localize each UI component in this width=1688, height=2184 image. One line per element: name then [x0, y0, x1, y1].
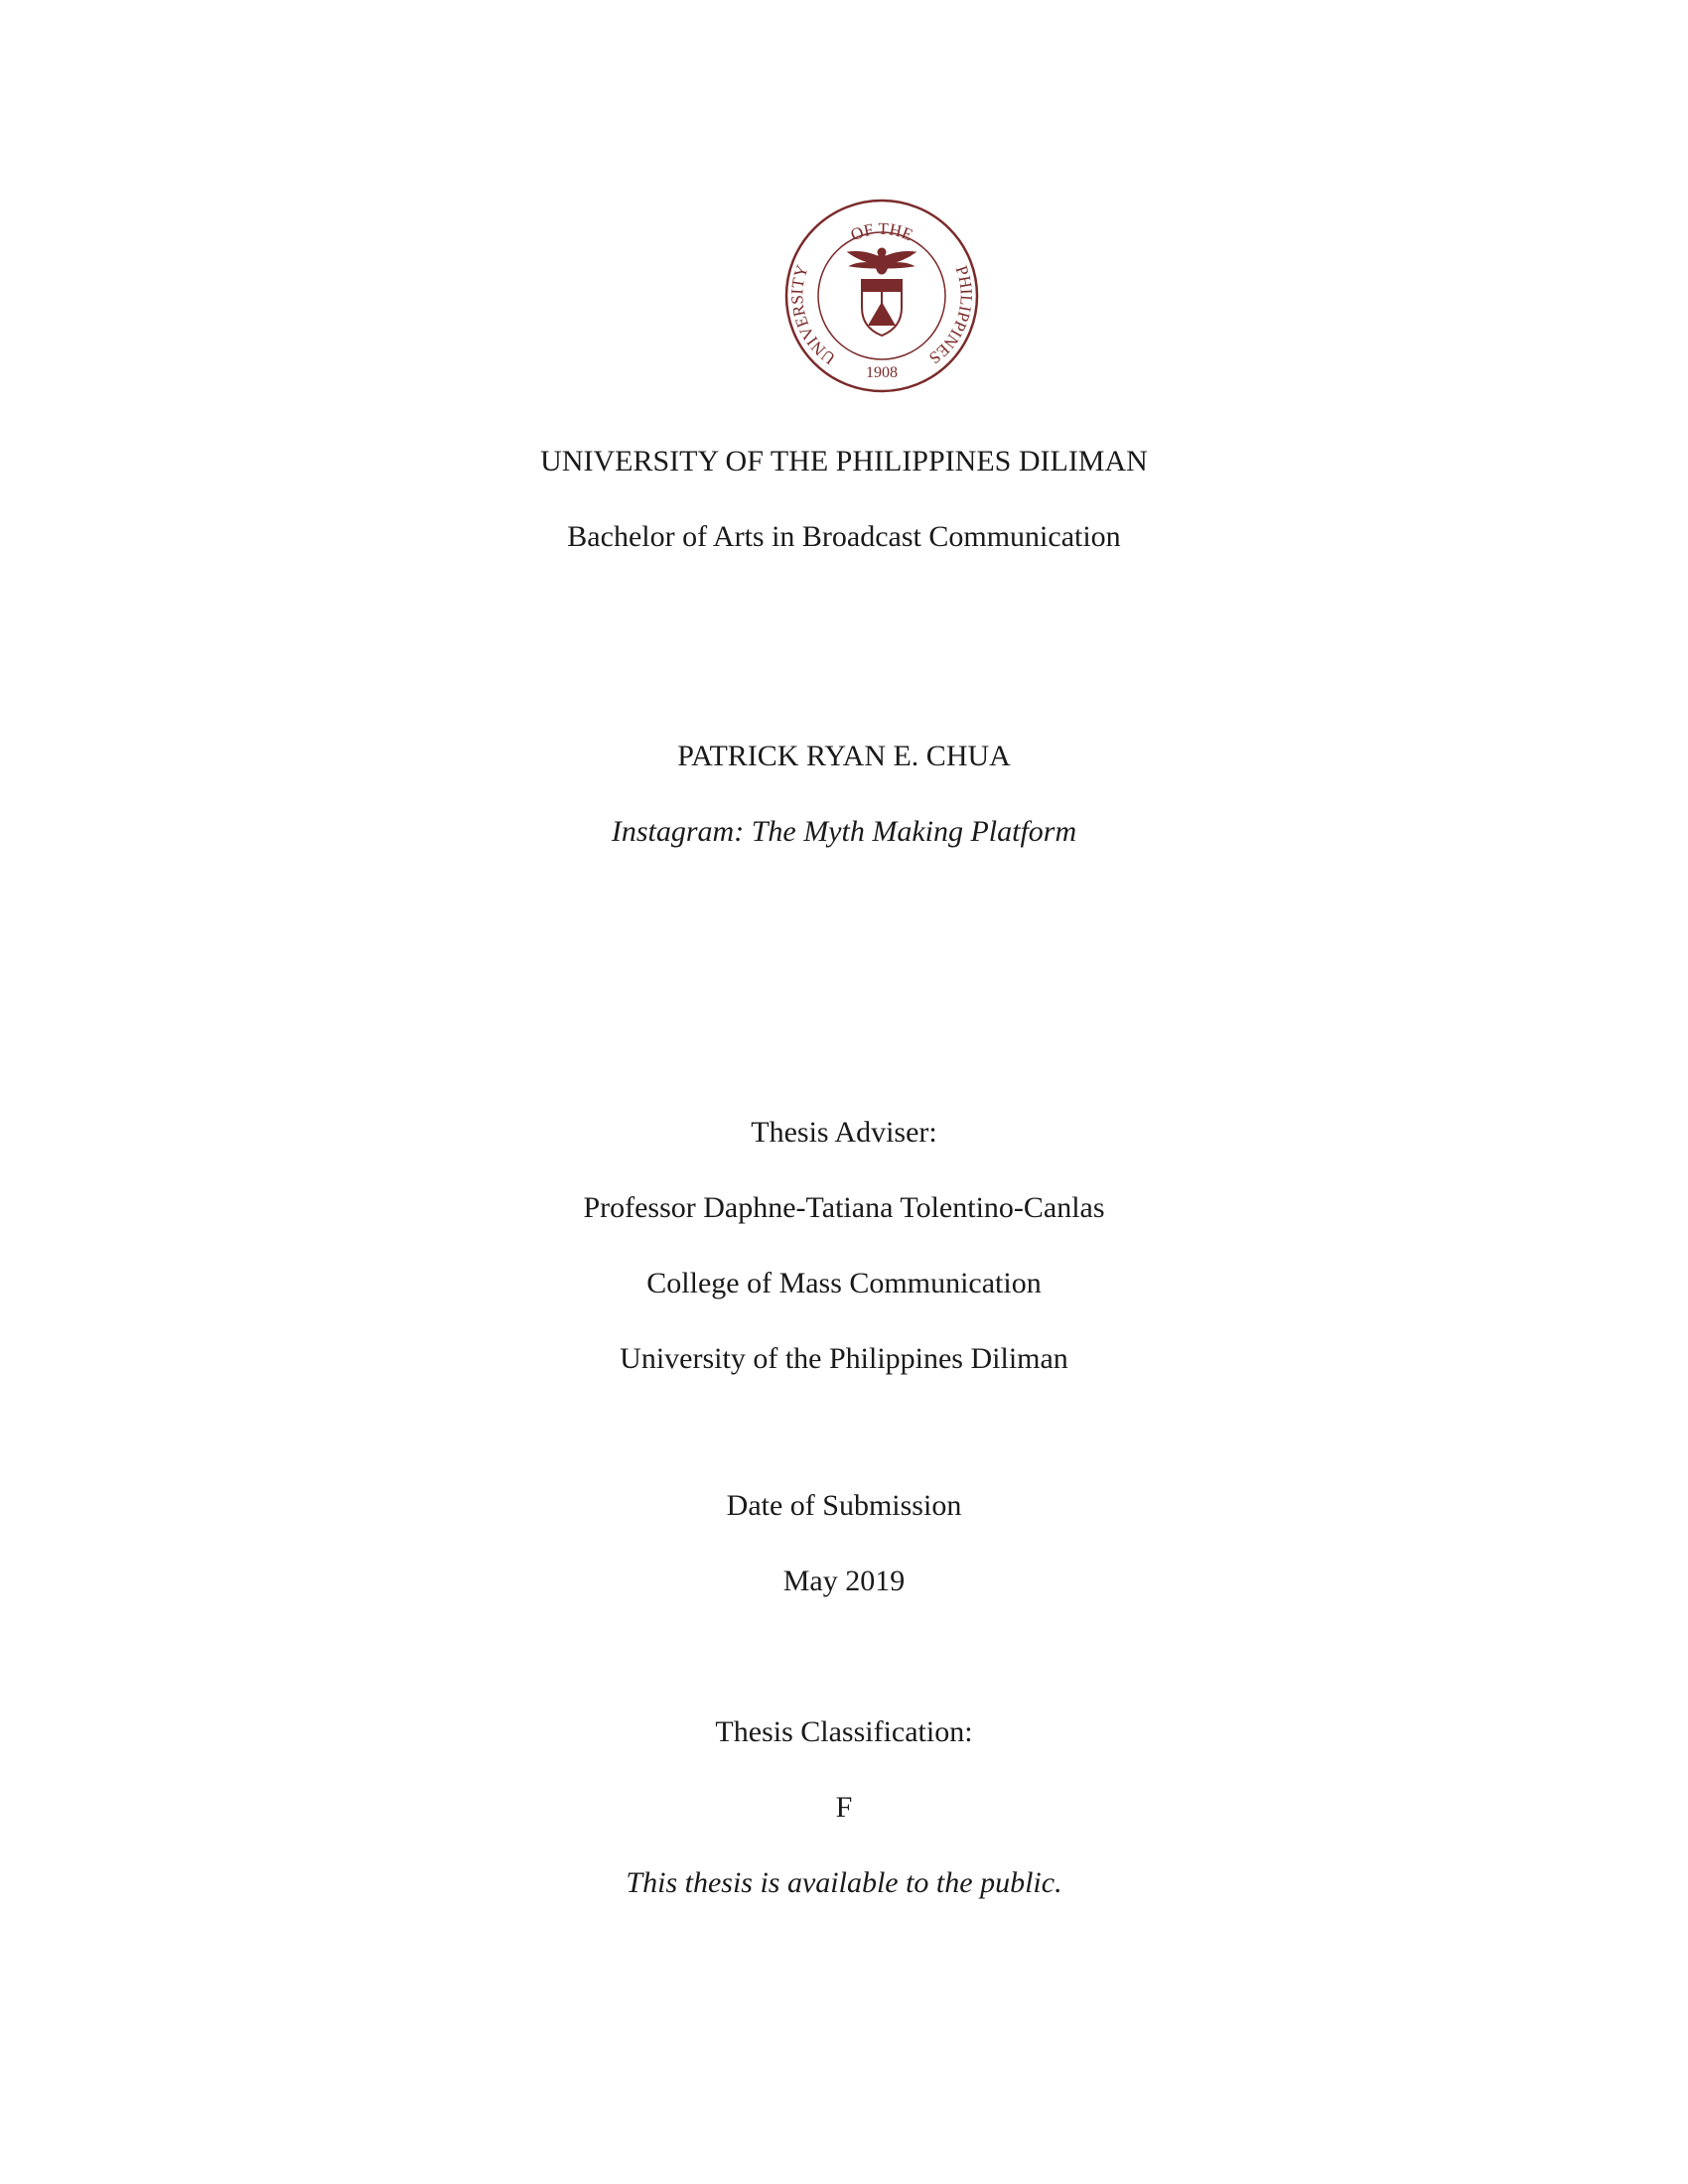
- seal-left-text: UNIVERSITY: [787, 262, 839, 368]
- author-name: PATRICK RYAN E. CHUA: [677, 740, 1011, 772]
- svg-text:UNIVERSITY: [787, 262, 838, 367]
- adviser-university: University of the Philippines Diliman: [620, 1342, 1068, 1375]
- adviser-college: College of Mass Communication: [646, 1267, 1042, 1299]
- seal-right-text: PHILIPPINES: [925, 263, 976, 368]
- degree-program: Bachelor of Arts in Broadcast Communication: [567, 520, 1121, 553]
- eagle-icon: [848, 248, 915, 274]
- university-seal: [782, 197, 981, 395]
- thesis-title: Instagram: The Myth Making Platform: [611, 815, 1077, 848]
- svg-text:PHILIPPINES: [925, 263, 976, 367]
- seal-year: 1908: [866, 364, 898, 381]
- adviser-name: Professor Daphne-Tatiana Tolentino-Canlas: [583, 1191, 1105, 1224]
- shield-icon: [862, 280, 902, 336]
- adviser-heading: Thesis Adviser:: [751, 1116, 937, 1149]
- submission-date: May 2019: [782, 1565, 906, 1597]
- classification-note: This thesis is available to the public.: [626, 1866, 1062, 1899]
- classification-code: F: [835, 1791, 853, 1824]
- classification-heading: Thesis Classification:: [715, 1715, 973, 1748]
- university-name: UNIVERSITY OF THE PHILIPPINES DILIMAN: [540, 445, 1148, 478]
- submission-heading: Date of Submission: [726, 1489, 962, 1522]
- seal-top-text: OF THE: [848, 218, 916, 245]
